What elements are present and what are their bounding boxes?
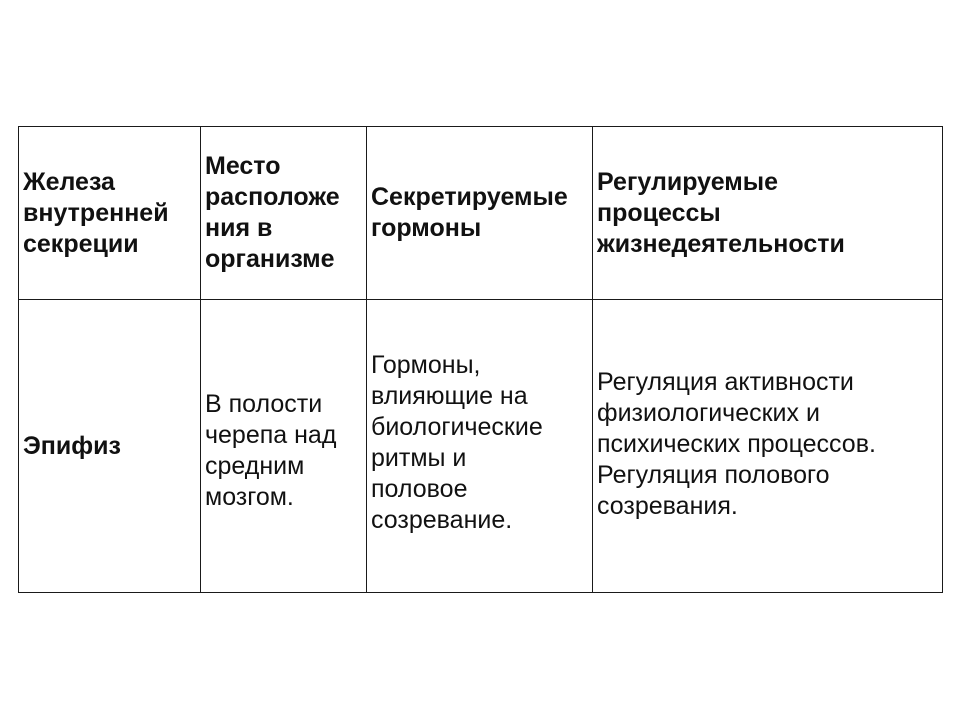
header-gland-label: Железа внутренней секреции [23,167,169,258]
cell-location [201,300,367,593]
header-hormones-label: Секретируемые гормоны [371,183,568,242]
header-cell-gland [19,127,201,300]
header-cell-location [201,127,367,300]
header-cell-processes [593,127,943,300]
cell-processes [593,300,943,593]
endocrine-gland-table [18,126,943,593]
header-location-label: Место расположе ния в организме [205,152,340,273]
cell-gland [19,300,201,593]
cell-hormones [367,300,593,593]
gland-processes: Регуляция активности физиологических и психических процессов. Регуляция полового созревания. [597,367,876,520]
table-header-row [19,127,943,300]
header-processes-label: Регулируемые процессы жизнедеятельности [597,167,845,258]
gland-location: В полости черепа над средним мозгом. [205,390,337,511]
gland-hormones: Гормоны, влияющие на биологические ритмы и половое созревание. [371,351,543,534]
gland-name: Эпифиз [23,431,121,460]
header-cell-hormones [367,127,593,300]
table-row [19,300,943,593]
